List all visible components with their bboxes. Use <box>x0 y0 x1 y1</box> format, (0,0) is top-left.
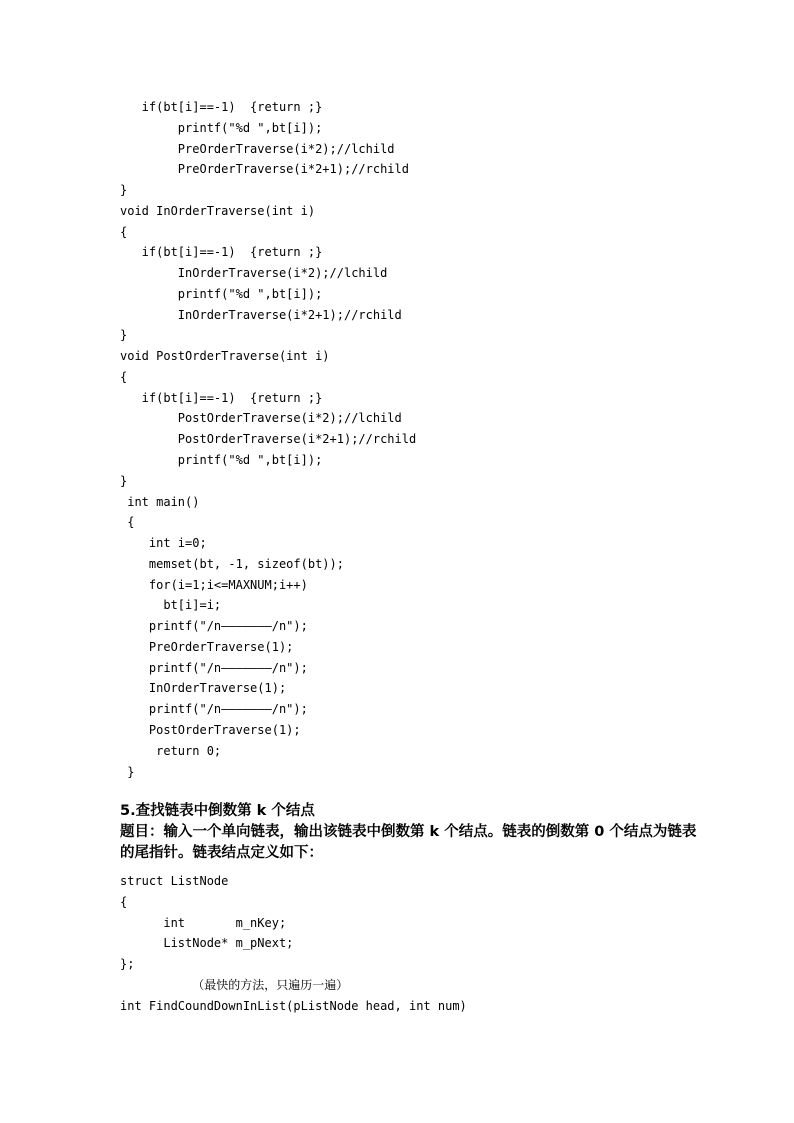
code-line: printf("/n———————/n"); <box>120 660 308 675</box>
code-line: memset(bt, -1, sizeof(bt)); <box>120 556 344 571</box>
problem-statement-line: 题目：输入一个单向链表，输出该链表中倒数第 k 个结点。链表的倒数第 0 个结点为链表 <box>120 823 697 840</box>
code-line: printf("/n———————/n"); <box>120 619 308 634</box>
code-block-listnode <box>120 871 467 1016</box>
code-line: PostOrderTraverse(1); <box>120 722 301 737</box>
code-line: return 0; <box>120 743 222 758</box>
code-line: printf("%d ",bt[i]); <box>120 453 323 468</box>
code-line: } <box>120 764 135 779</box>
code-line: PostOrderTraverse(i*2);//lchild <box>120 411 402 426</box>
section-heading: 5.查找链表中倒数第 k 个结点 <box>120 803 315 819</box>
code-line: } <box>120 328 128 343</box>
code-line: InOrderTraverse(i*2);//lchild <box>120 266 388 281</box>
code-line: } <box>120 183 128 198</box>
code-line: printf("/n———————/n"); <box>120 702 308 717</box>
code-line: int FindCoundDownInList(pListNode head, int num) <box>120 998 467 1013</box>
code-line: void PostOrderTraverse(int i) <box>120 349 330 364</box>
code-block-tree-traversal <box>120 97 416 782</box>
code-line: if(bt[i]==-1) {return ;} <box>120 390 323 405</box>
code-line: PreOrderTraverse(1); <box>120 639 294 654</box>
code-line: PreOrderTraverse(i*2+1);//rchild <box>120 162 409 177</box>
code-line: }; <box>120 957 135 972</box>
code-line: printf("%d ",bt[i]); <box>120 286 323 301</box>
code-line: { <box>120 224 128 239</box>
code-line: struct ListNode <box>120 874 229 888</box>
code-line: PostOrderTraverse(i*2+1);//rchild <box>120 432 417 447</box>
code-line: InOrderTraverse(i*2+1);//rchild <box>120 307 402 322</box>
code-line: InOrderTraverse(1); <box>120 681 287 696</box>
code-line: for(i=1;i<=MAXNUM;i++) <box>120 577 308 592</box>
code-line: int main() <box>120 494 200 509</box>
code-line: int m_nKey; <box>120 915 287 930</box>
code-line: bt[i]=i; <box>120 598 222 613</box>
code-line: { <box>120 894 128 909</box>
code-line: ListNode* m_pNext; <box>120 936 294 951</box>
code-line: } <box>120 473 128 488</box>
code-line: if(bt[i]==-1) {return ;} <box>120 245 323 260</box>
code-line: { <box>120 515 135 530</box>
code-line: （最快的方法，只遍历一遍） <box>120 977 349 992</box>
code-line: void InOrderTraverse(int i) <box>120 203 316 218</box>
problem-statement-line: 的尾指针。链表结点定义如下： <box>120 844 323 861</box>
problem-statement <box>120 822 697 864</box>
code-line: int i=0; <box>120 536 207 551</box>
code-line: if(bt[i]==-1) {return ;} <box>120 100 323 114</box>
code-line: { <box>120 369 128 384</box>
code-line: PreOrderTraverse(i*2);//lchild <box>120 141 395 156</box>
problem-section <box>120 801 697 863</box>
code-line: printf("%d ",bt[i]); <box>120 120 323 135</box>
